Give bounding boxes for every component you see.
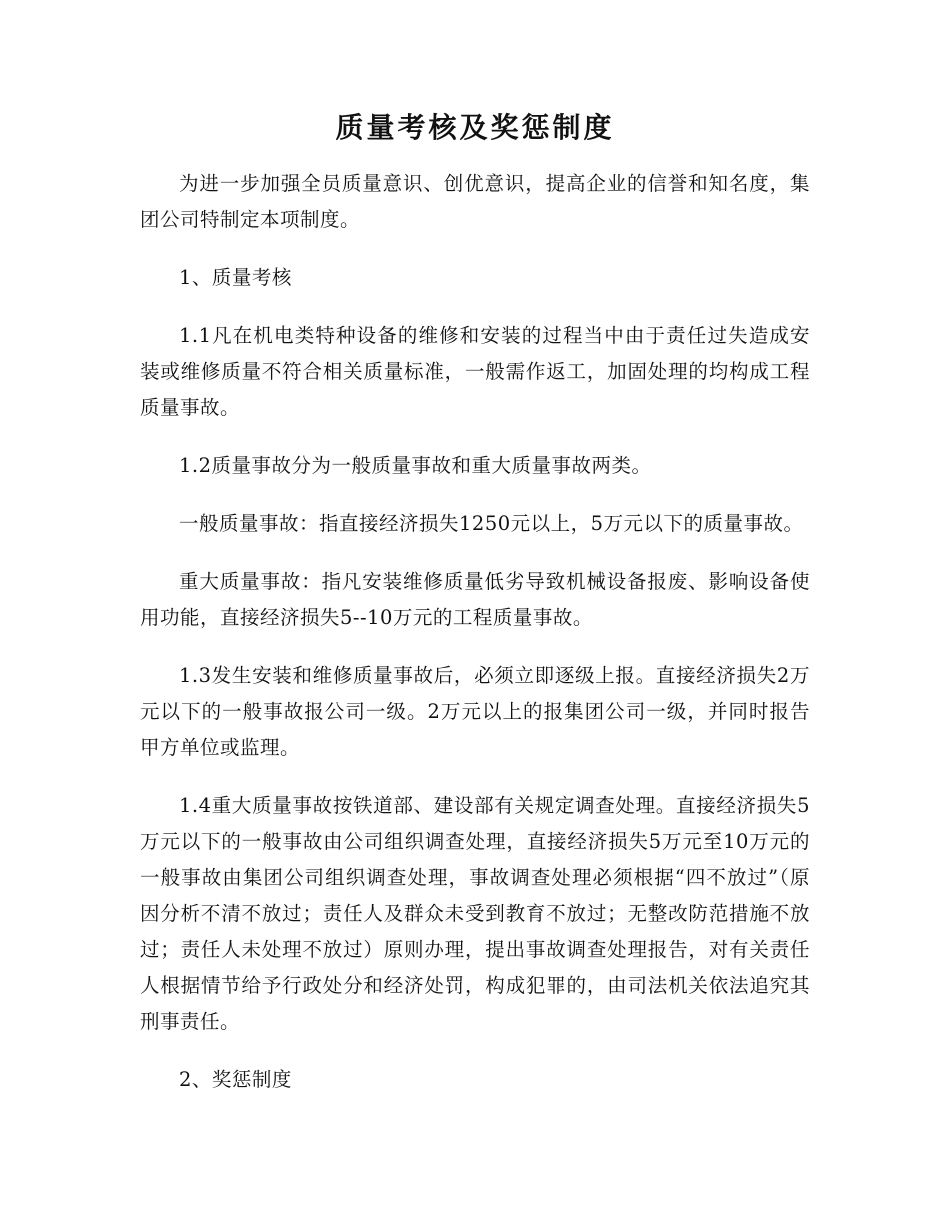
section-heading-quality-assessment: 1、质量考核 <box>179 266 292 289</box>
clause-1-2: 1.2质量事故分为一般质量事故和重大质量事故两类。 <box>179 454 652 477</box>
major-accident-definition: 重大质量事故：指凡安装维修质量低劣导致机械设备报废、影响设备使用功能，直接经济损失5--10万元的工程质量事故。 <box>140 570 810 629</box>
section-heading-rewards-penalties: 2、奖惩制度 <box>179 1068 292 1091</box>
general-accident-definition: 一般质量事故：指直接经济损失1250元以上，5万元以下的质量事故。 <box>179 512 804 535</box>
intro-paragraph: 为进一步加强全员质量意识、创优意识，提高企业的信誉和知名度，集团公司特制定本项制度。 <box>140 172 810 231</box>
clause-1-1: 1.1凡在机电类特种设备的维修和安装的过程当中由于责任过失造成安装或维修质量不符合相关质量标准，一般需作返工，加固处理的均构成工程质量事故。 <box>140 324 810 419</box>
clause-1-3: 1.3发生安装和维修质量事故后，必须立即逐级上报。直接经济损失2万元以下的一般事故报公司一级。2万元以上的报集团公司一级，并同时报告甲方单位或监理。 <box>140 664 810 759</box>
clause-1-4: 1.4重大质量事故按铁道部、建设部有关规定调查处理。直接经济损失5万元以下的一般事故由公司组织调查处理，直接经济损失5万元至10万元的一般事故由集团公司组织调查处理，事故调查处理必须根据“四不放过”（原因分析不清不放过；责任人及群众未受到教育不放过；无整改防范措施不放过；责任人未处理不放过）原则办理，提出事故调查处理报告，对有关责任人根据情节给予行政处分和经济处罚，构成犯罪的，由司法机关依法追究其刑事责任。 <box>140 794 810 1033</box>
document-title: 质量考核及奖惩制度 <box>335 111 615 144</box>
